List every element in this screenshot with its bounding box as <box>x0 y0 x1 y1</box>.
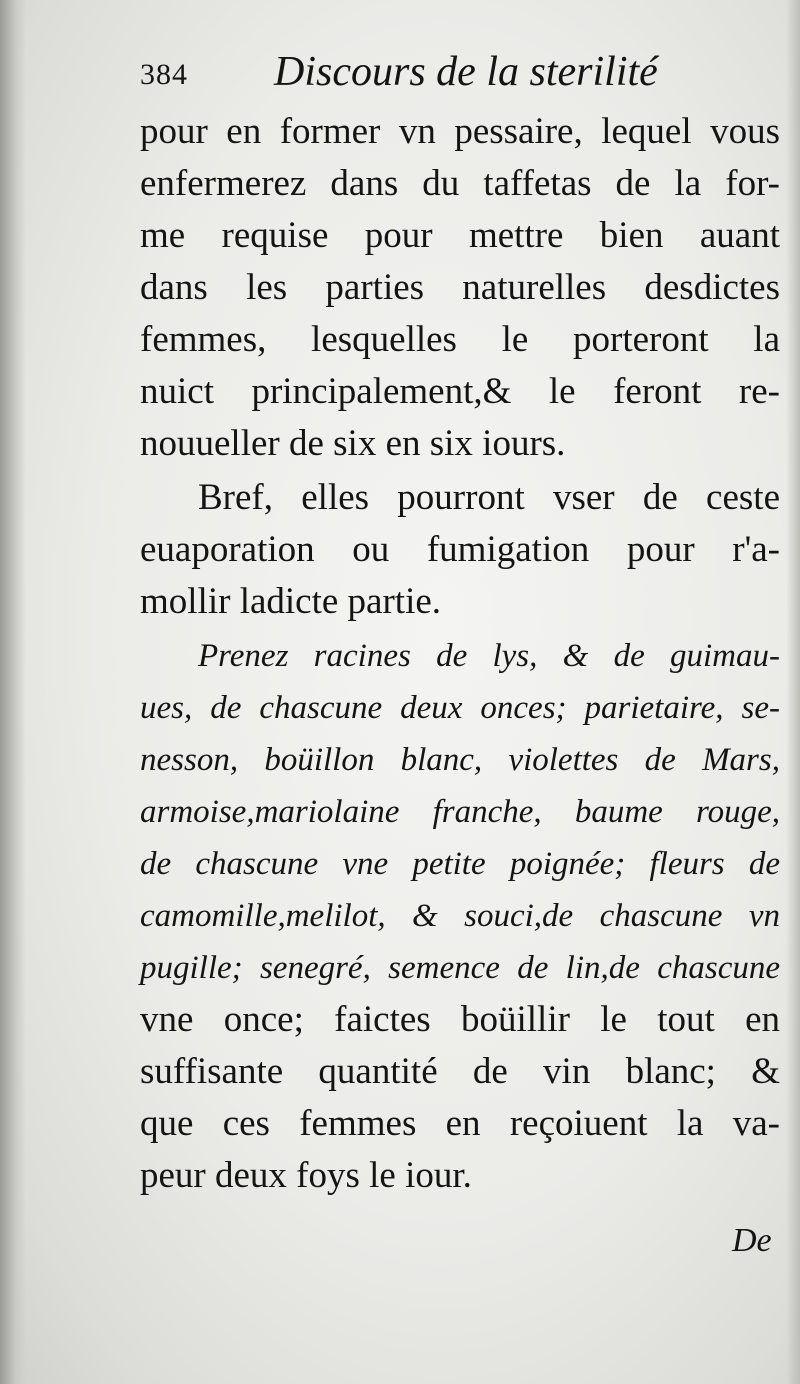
catchword: De <box>732 1222 772 1259</box>
text-line: camomille,melilot, & souci,de chascune vn <box>140 898 780 934</box>
text-line: Prenez racines de lys, & de guimau- <box>198 638 780 674</box>
running-title: Discours de la sterilité <box>274 49 658 95</box>
page-number: 384 <box>140 58 188 91</box>
text-line: euaporation ou fumigation pour r'a- <box>140 529 780 570</box>
text-line: Bref, elles pourront vser de ceste <box>198 477 780 518</box>
gutter-shadow <box>0 0 26 1384</box>
text-line: pour en former vn pessaire, lequel vous <box>140 111 780 152</box>
text-line: vne once; faictes boüillir le tout en <box>140 999 780 1040</box>
text-line: enfermerez dans du taffetas de la for- <box>140 163 780 204</box>
text-line: mollir ladicte partie. <box>140 581 442 622</box>
text-block <box>140 40 780 1202</box>
page-edge-shadow <box>786 0 800 1384</box>
text-line: dans les parties naturelles desdictes <box>140 267 780 308</box>
page-header <box>140 40 780 106</box>
text-line: peur deux foys le iour. <box>140 1155 472 1196</box>
text-line: nouueller de six en six iours. <box>140 423 566 464</box>
text-line: suffisante quantité de vin blanc; & <box>140 1051 780 1092</box>
text-line: me requise pour mettre bien auant <box>140 215 780 256</box>
text-line: ues, de chascune deux onces; parietaire, se- <box>140 690 780 726</box>
text-line: de chascune vne petite poignée; fleurs de <box>140 846 780 882</box>
text-line: femmes, lesquelles le porteront la <box>140 319 780 360</box>
text-line: pugille; senegré, semence de lin,de chascune <box>140 950 780 986</box>
text-line: nuict principalement,& le feront re- <box>140 371 780 412</box>
text-line: armoise,mariolaine franche, baume rouge, <box>140 794 780 830</box>
text-line: que ces femmes en reçoiuent la va- <box>140 1103 780 1144</box>
text-line: nesson, boüillon blanc, violettes de Mars, <box>140 742 780 778</box>
